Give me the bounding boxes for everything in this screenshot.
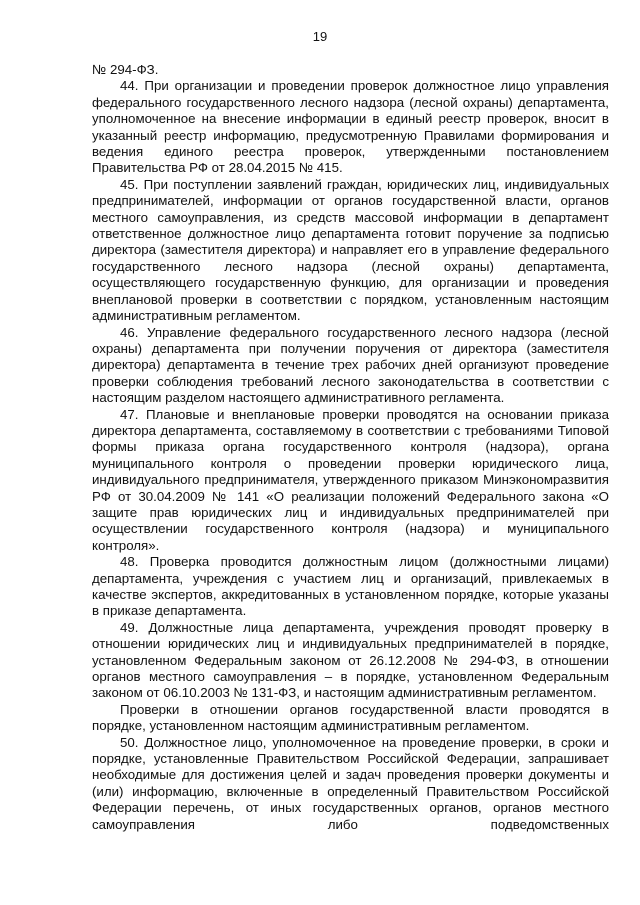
document-body	[92, 62, 609, 833]
paragraph-47: 47. Плановые и внеплановые проверки проводятся на основании приказа директора департамента, составляемому в соответствии с требованиями Типовой формы приказа органа государственного контроля (надзора), органа муниципального контроля о проведении проверки юридического лица, индивидуального предпринимателя, утвержденного приказом Минэкономразвития РФ от 30.04.2009 № 141 «О реализации положений Федерального закона «О защите прав юридических лиц и индивидуальных предпринимателей при осуществлении государственного контроля (надзора) и муниципального контроля».	[92, 406, 609, 553]
paragraph-continuation: № 294-ФЗ.	[92, 62, 159, 77]
paragraph-50: 50. Должностное лицо, уполномоченное на проведение проверки, в сроки и порядке, установленные Правительством Российской Федерации, запрашивает необходимые для достижения целей и задач проведения проверки документы и (или) информацию, включенные в определенный Правительством Российской Федерации перечень, от иных государственных органов, органов местного самоуправления либо подведомственных	[92, 734, 609, 832]
paragraph-44: 44. При организации и проведении проверок должностное лицо управления федерального государственного лесного надзора (лесной охраны) департамента, уполномоченное на внесение информации в единый реестр проверок, вносит в указанный реестр информацию, предусмотренную Правилами формирования и ведения единого реестра проверок, утвержденными постановлением Правительства РФ от 28.04.2015 № 415.	[92, 78, 609, 176]
paragraph-48: 48. Проверка проводится должностным лицом (должностными лицами) департамента, учреждения с участием лиц и организаций, привлекаемых в качестве экспертов, аккредитованных в установленном порядке, которые указаны в приказе департамента.	[92, 554, 609, 619]
paragraph-45: 45. При поступлении заявлений граждан, юридических лиц, индивидуальных предпринимателей, информации от органов государственной власти, органов местного самоуправления, из средств массовой информации в департамент ответственное должностное лицо департамента готовит поручение за подписью директора (заместителя директора) и направляет его в управление федерального государственного лесного надзора (лесной охраны) департамента, осуществляющего государственную функцию, для организации и проведения внеплановой проверки в соответствии с порядком, установленным настоящим административным регламентом.	[92, 176, 609, 324]
paragraph-46: 46. Управление федерального государственного лесного надзора (лесной охраны) департамента при получении поручения от директора (заместителя директора) департамента в течение трех рабочих дней организуют проведение проверки соблюдения требований лесного законодательства в соответствии с настоящим разделом настоящего административного регламента.	[92, 324, 609, 406]
paragraph-49: 49. Должностные лица департамента, учреждения проводят проверку в отношении юридических лиц и индивидуальных предпринимателей в порядке, установленном Федеральным законом от 26.12.2008 № 294-ФЗ, в отношении органов местного самоуправления – в порядке, установленном Федеральным законом от 06.10.2003 № 131-ФЗ, и настоящим административным регламентом.	[92, 619, 609, 701]
paragraph-49-note: Проверки в отношении органов государственной власти проводятся в порядке, установленном настоящим административным регламентом.	[92, 701, 609, 734]
page-number: 19	[312, 29, 328, 44]
